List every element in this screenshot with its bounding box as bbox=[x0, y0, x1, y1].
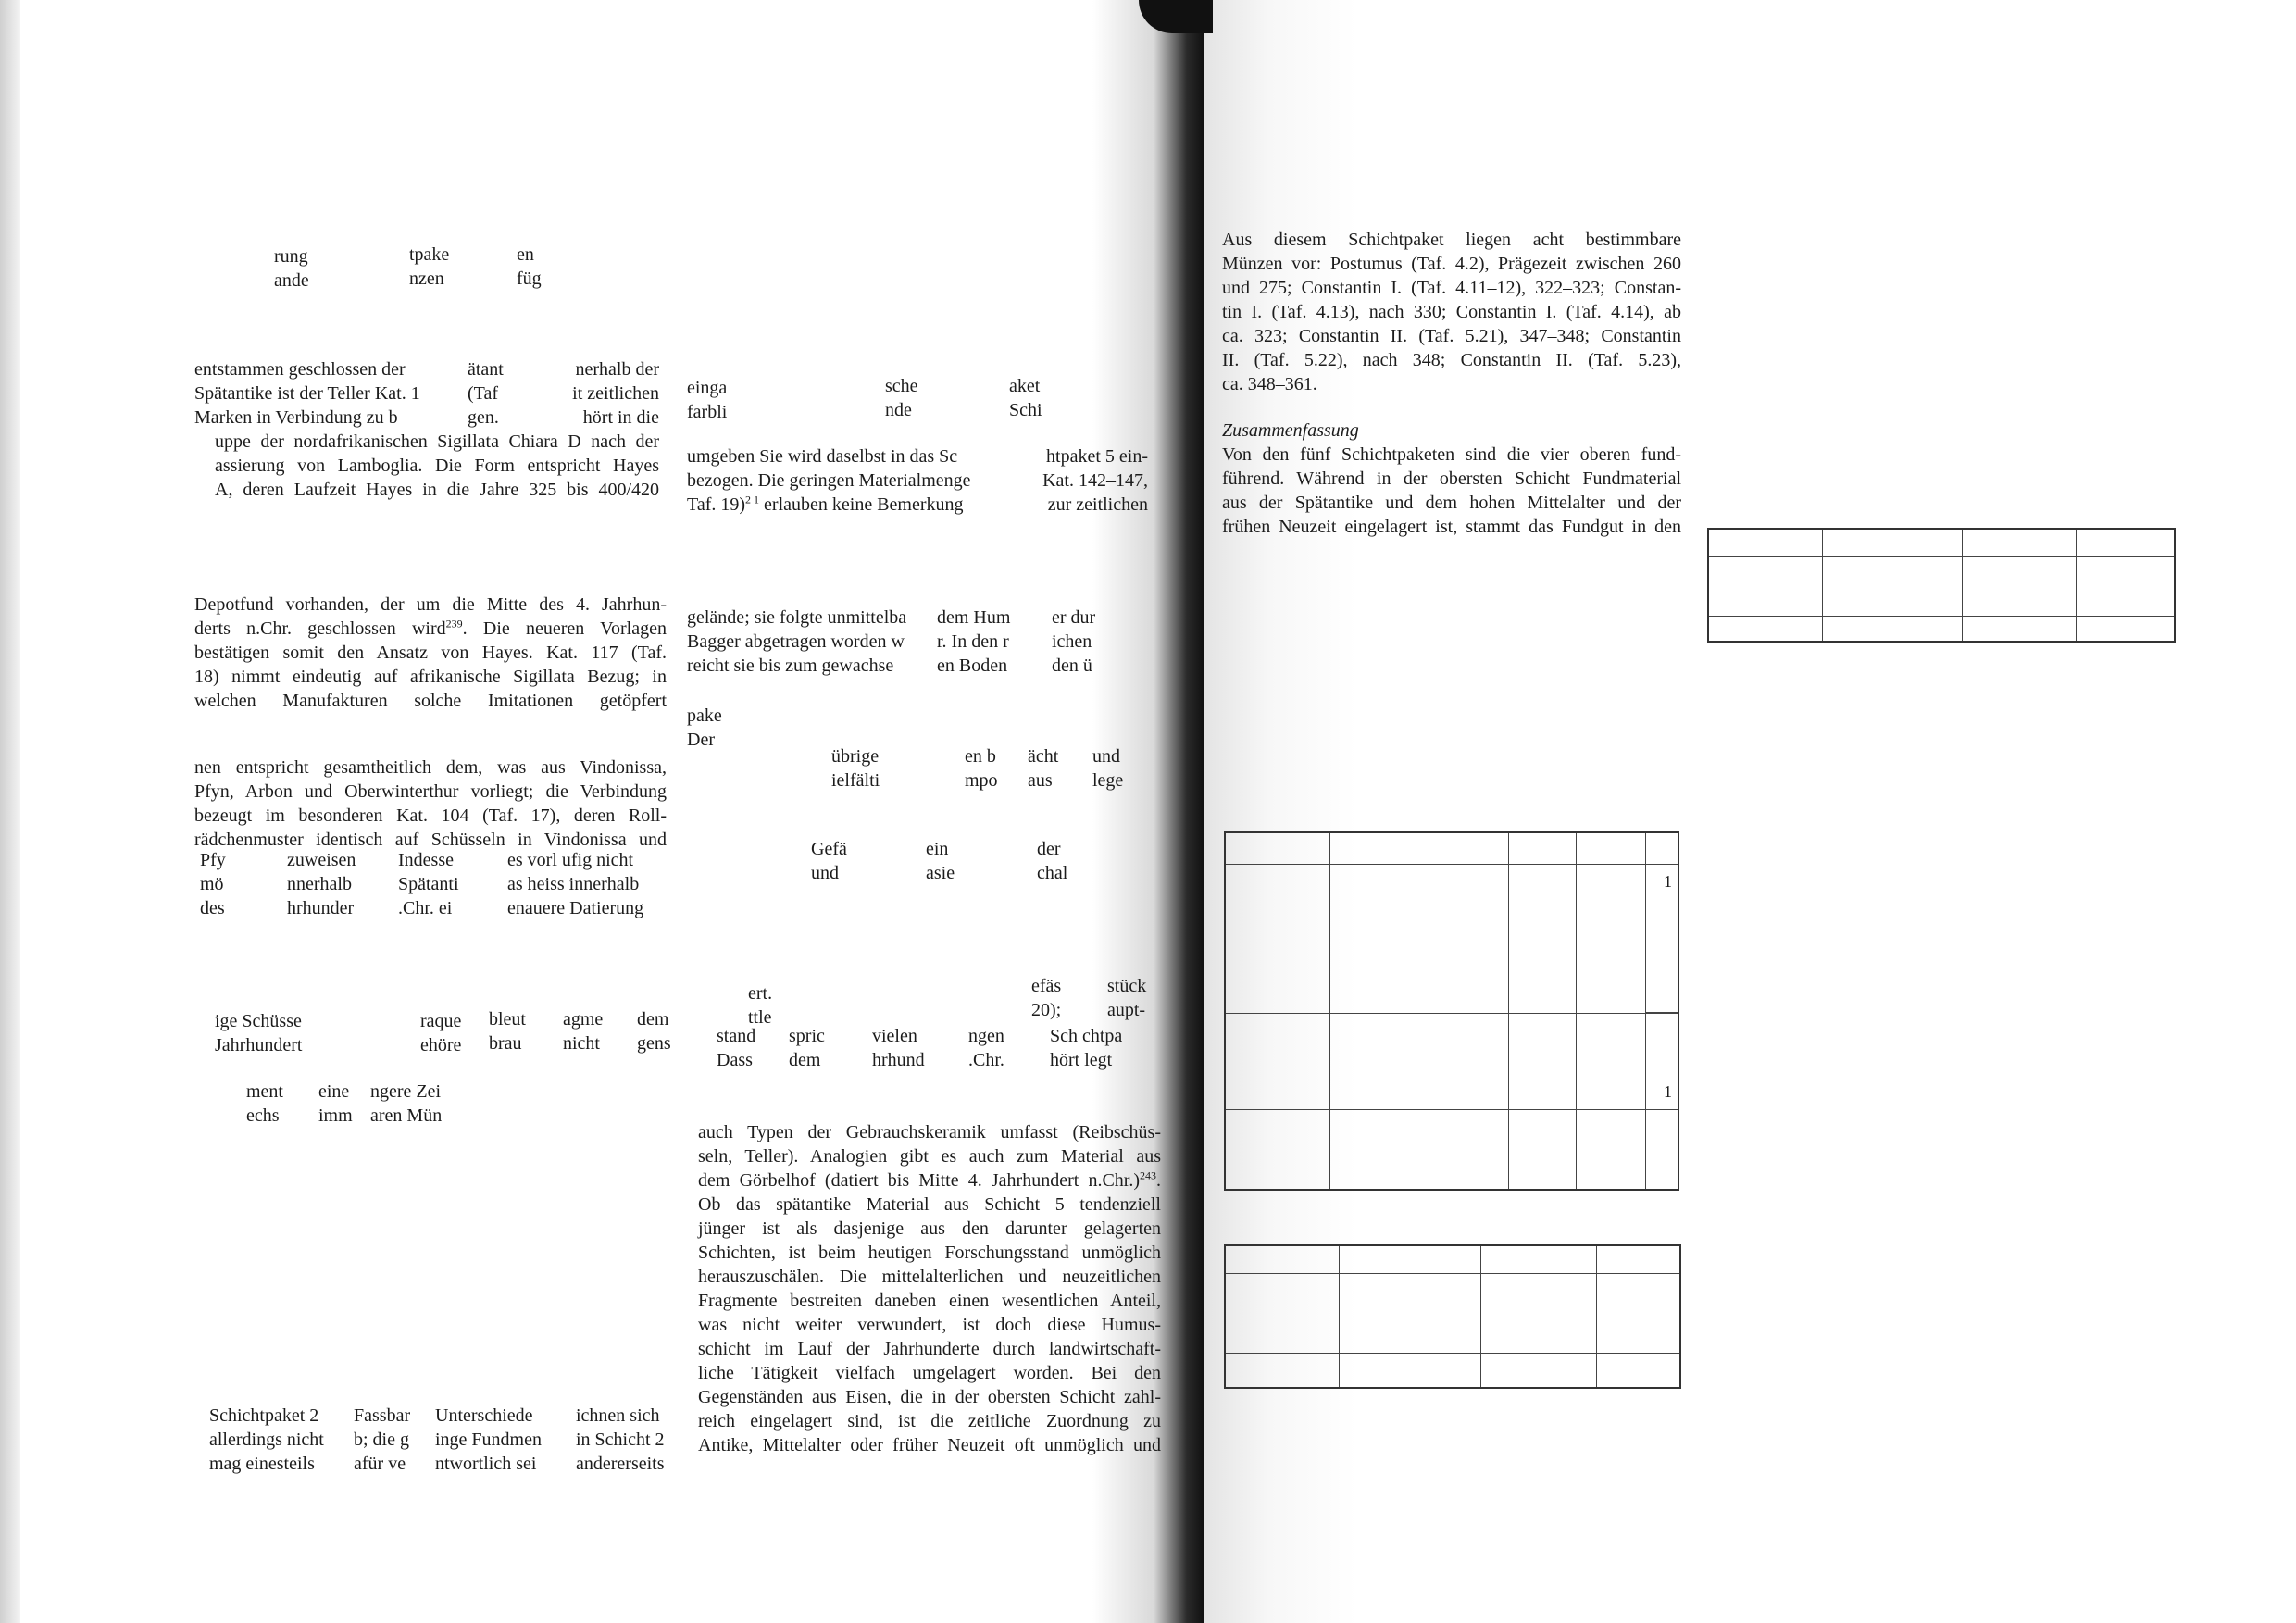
paragraph-fragment: entstammen geschlossen der Spätantike ist der Teller Kat. 1 Marken in Verbindung zu b bbox=[194, 359, 420, 428]
data-table bbox=[1707, 528, 2176, 643]
paragraph-fragment: eine imm bbox=[318, 1081, 353, 1126]
paragraph-fragment: der chal bbox=[1037, 839, 1068, 883]
paragraph-fragment: es vorl ufig nicht as heiss innerhalb enauere Datierung bbox=[507, 850, 644, 918]
paragraph: Von den fünf Schichtpaketen sind die vier oberen fund- führend. Während in der obersten Schicht Fundmaterial aus der Spätantike und dem hohen Mittelalter und der frühen Neuzeit eingelagert ist, stammt das Fundgut in den bbox=[1222, 444, 1681, 537]
paragraph-fragment: nerhalb der it zeitlichen hört in die bbox=[572, 359, 659, 428]
paragraph: Aus diesem Schichtpaket liegen acht bestimmbare Münzen vor: Postumus (Taf. 4.2), Prägezeit zwischen 260 und 275; Constantin I. (Taf. 4.11–12), 322–323; Constan- tin I. (Taf. 4.13), nach 330; Constantin I. (Taf. 4.14), ab ca. 323; Constantin II. (Taf. 5.21), 347–348; Constantin II. (Taf. 5.22), nach 348; Constantin II. (Taf. 5.23), ca. 348–361. bbox=[1222, 230, 1681, 394]
paragraph-fragment: vielen hrhund bbox=[872, 1026, 925, 1070]
paragraph-fragment: ngen .Chr. bbox=[968, 1026, 1004, 1070]
paragraph-fragment: ächt aus bbox=[1028, 746, 1059, 791]
paragraph-fragment: Pfy mö des bbox=[200, 850, 226, 918]
table-value: 1 bbox=[1646, 1013, 1679, 1109]
paragraph-fragment: spric dem bbox=[789, 1026, 825, 1070]
paragraph-fragment: htpaket 5 ein- Kat. 142–147, zur zeitlichen bbox=[1042, 446, 1148, 515]
paragraph-fragment: ert. ttle bbox=[748, 983, 773, 1028]
data-table bbox=[1224, 831, 1679, 1191]
paragraph-fragment: ngere Zei aren Mün bbox=[370, 1081, 443, 1126]
paragraph-fragment: stand Dass bbox=[717, 1026, 756, 1070]
paragraph-fragment: ätant (Taf gen. bbox=[468, 359, 504, 428]
paragraph-fragment: dem Hum r. In den r en Boden bbox=[937, 607, 1011, 676]
paragraph-fragment: er dur ichen den ü bbox=[1052, 607, 1096, 676]
paragraph-fragment: dem gens bbox=[637, 1009, 671, 1054]
paragraph-fragment: agme nicht bbox=[563, 1009, 604, 1054]
paragraph-fragment: Indesse Spätanti .Chr. ei bbox=[398, 850, 459, 918]
table-value: 1 bbox=[1646, 864, 1679, 1012]
data-table bbox=[1224, 1244, 1681, 1389]
paragraph: nen entspricht gesamtheitlich dem, was aus Vindonissa, Pfyn, Arbon und Oberwinterthur vorliegt; die Verbindung bezeugt im besonderen Kat. 104 (Taf. 17), deren Roll- rädchenmuster identisch auf Schüsseln in Vindonissa und bbox=[194, 757, 667, 850]
paragraph-fragment: und lege bbox=[1092, 746, 1124, 791]
paragraph-fragment: zuweisen nnerhalb hrhunder bbox=[287, 850, 356, 918]
header-fragment: en füg bbox=[517, 244, 542, 289]
paragraph-fragment: ichnen sich in Schicht 2 andererseits bbox=[576, 1405, 665, 1474]
header-fragment: tpake nzen bbox=[409, 244, 450, 289]
header-fragment: rung ande bbox=[274, 246, 309, 291]
paragraph-fragment: ige Schüsse Jahrhundert bbox=[215, 1011, 303, 1055]
paragraph: auch Typen der Gebrauchskeramik umfasst (Reibschüs- seln, Teller). Analogien gibt es auch zum Material aus dem Görbelhof (datiert bis Mitte 4. Jahrhundert n.Chr.)$^{243}$. Ob das spätantike Material aus Schicht 5 tendenziell jünger ist als dasjenige aus den darunter gelagerten Schichten, ist beim heutigen Forschungsstand unmöglich herauszuschälen. Die mittelalterlichen und neuzeitlichen Fragmente bestreiten daneben einen wesentlichen Anteil, was nicht weiter verwundert, ist doch diese Humus- schicht im Lauf der Jahrhunderte durch landwirtschaft- liche Tätigkeit vielfach umgelagert worden. Bei den Gegenständen aus Eisen, die in der obersten Schicht zahl- reich eingelagert sind, ist die zeitliche Zuordnung zu Antike, Mittelalter oder früher Neuzeit oft unmöglich und bbox=[698, 1122, 1161, 1455]
left-page-edge bbox=[0, 0, 20, 1623]
paragraph-fragment: sche nde bbox=[885, 376, 918, 420]
paragraph-fragment: einga farbli bbox=[687, 378, 728, 422]
paragraph-fragment: ment echs bbox=[246, 1081, 283, 1126]
paragraph-fragment: aket Schi bbox=[1009, 376, 1042, 420]
paragraph-fragment: pake Der bbox=[687, 705, 722, 750]
paragraph-fragment: efäs 20); bbox=[1031, 976, 1062, 1020]
paragraph-fragment: gelände; sie folgte unmittelba Bagger abgetragen worden w reicht sie bis zum gewachse bbox=[687, 607, 907, 676]
paragraph-fragment: Sch chtpa hört legt bbox=[1050, 1026, 1123, 1070]
paragraph-fragment: Schichtpaket 2 allerdings nicht mag einesteils bbox=[209, 1405, 324, 1474]
paragraph-fragment: raque ehöre bbox=[420, 1011, 462, 1055]
paragraph-fragment: en b mpo bbox=[965, 746, 998, 791]
paragraph-fragment: Fassbar b; die g afür ve bbox=[354, 1405, 411, 1474]
paragraph-fragment: Unterschiede inge Fundmen ntwortlich sei bbox=[435, 1405, 542, 1474]
paragraph-fragment: übrige ielfälti bbox=[831, 746, 880, 791]
paragraph-fragment: stück aupt- bbox=[1107, 976, 1147, 1020]
paragraph: uppe der nordafrikanischen Sigillata Chiara D nach der assierung von Lamboglia. Die Form entspricht Hayes A, deren Laufzeit Hayes in die Jahre 325 bis 400/420 bbox=[215, 431, 659, 500]
paragraph-fragment: Gefä und bbox=[811, 839, 847, 883]
paragraph-fragment: umgeben Sie wird daselbst in das Sc bezogen. Die geringen Materialmenge Taf. 19)$^{2 1}$ erlauben keine Bemerkung bbox=[687, 446, 971, 515]
paragraph-fragment: ein asie bbox=[926, 839, 955, 883]
paragraph: Depotfund vorhanden, der um die Mitte des 4. Jahrhun- derts n.Chr. geschlossen wird$^{239}$. Die neueren Vorlagen bestätigen somit den Ansatz von Hayes. Kat. 117 (Taf. 18) nimmt eindeutig auf afrikanische Sigillata Bezug; in welchen Manufakturen solche Imitationen getöpfert bbox=[194, 594, 667, 711]
section-heading: Zusammenfassung bbox=[1222, 420, 1359, 441]
paragraph-fragment: bleut brau bbox=[489, 1009, 526, 1054]
